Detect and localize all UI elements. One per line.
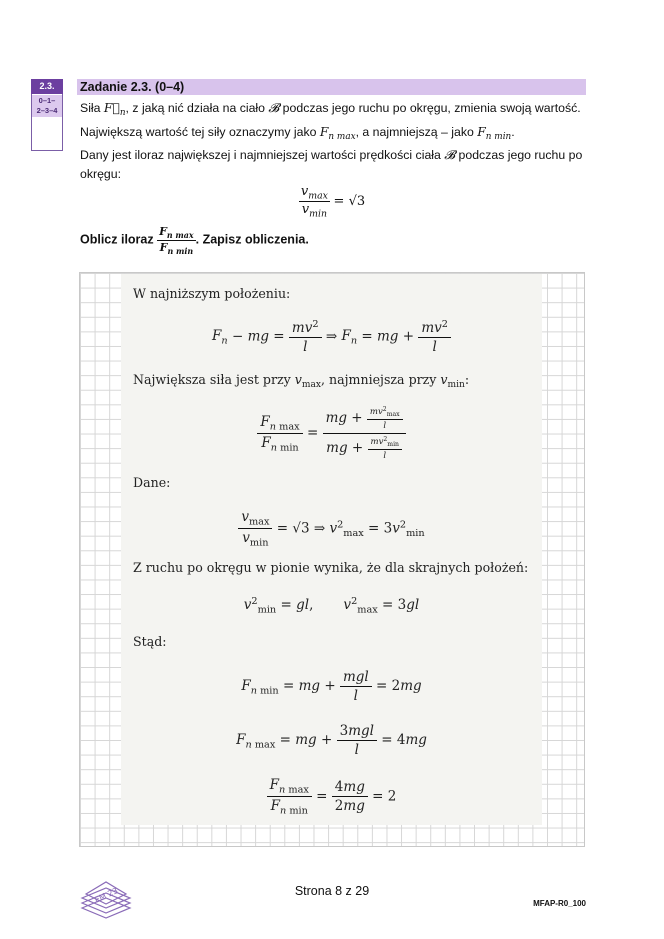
document-code: MFAP-R0_100: [533, 899, 586, 908]
fn-max-symbol: $F_{n max}$: [319, 125, 356, 143]
vmin-symbol: v: [440, 372, 448, 387]
intro-paragraph-2: [80, 146, 588, 184]
equation-fn-min: $F_{n min}$ = mg + $\frac{\text{mgl}}{l}$ = 2mg: [241, 669, 422, 704]
solution-line-4: Z ruchu po okręgu w pionie wynika, że dla skrajnych położeń:: [133, 560, 529, 575]
logo-text: EM 23: [93, 886, 120, 905]
vmax-symbol: v: [294, 372, 302, 387]
task-points-line1: 0–1–: [38, 96, 56, 105]
solution-text: :: [464, 372, 470, 387]
body-symbol: 𝓑: [444, 148, 456, 162]
equals-sqrt3: = √3: [333, 194, 366, 210]
task-title: Zadanie 2.3. (0–4): [80, 80, 185, 94]
equation-force-ratio: $\frac{F_{n max}}{F_{n min}}$ = mg + $\frac{mv^2_{max}}{l}$ mg + $\frac{mv^2_{min}}{l}$: [121, 404, 542, 463]
instruction-text: Oblicz iloraz: [80, 232, 158, 247]
solution-text: Największa siła jest przy: [133, 372, 295, 387]
equation-fn-max: $F_{n max}$ = mg + $\frac{\text{3mgl}}{l}$ = 4mg: [236, 723, 427, 758]
intro-text: , z jaką nić działa na ciało: [125, 101, 269, 115]
task-points-line2: 2–3–4: [36, 106, 58, 115]
intro-text: .: [511, 125, 515, 140]
solution-line-5: Stąd:: [133, 634, 167, 649]
instruction-text: . Zapisz obliczenia.: [195, 232, 309, 247]
intro-text: , a najmniejszą – jako: [355, 125, 478, 140]
intro-text: podczas jego ruchu po okręgu, zmienia swoją wartość.: [279, 101, 581, 115]
solution-line-2: Największa siła jest przy $v_{max}$, najmniejsza przy $v_{min}$:: [133, 372, 470, 391]
equation-lowest-point: $F_n$ − mg = $\frac{mv^2}{l}$ ⇒ $F_n$ = mg + $\frac{mv^2}{l}$: [121, 318, 542, 356]
intro-text: Siła: [80, 101, 104, 115]
body-symbol: 𝓑: [268, 101, 280, 115]
task-number: 2.3.: [31, 79, 63, 94]
solution-line-3: Dane:: [133, 475, 171, 490]
fn-min-symbol: $F_{n min}$: [477, 125, 512, 143]
force-ratio-fraction: $\frac{F_{n max}}{F_{n min}}$: [159, 225, 194, 256]
given-ratio: [0, 184, 664, 220]
intro-text: Największą wartość tej siły oznaczymy jako: [80, 125, 320, 140]
solution-line-1: W najniższym położeniu:: [133, 286, 291, 301]
force-vector-symbol: $F⃗_n$: [103, 101, 126, 119]
equation-final-ratio: $\frac{F_{n max}}{F_{n min}}$ = $\frac{4mg}{2mg}$ = 2: [121, 776, 542, 818]
intro-paragraph-1: [80, 99, 588, 147]
velocity-ratio-fraction: $\frac{v_{max}}{v_{min}}$: [300, 184, 328, 220]
equation-given: $\frac{v_{max}}{v_{min}}$ = √3 ⇒ $v^2_{max} = 3v^2_{min}$: [121, 508, 542, 550]
intro-text: Dany jest iloraz największej i najmniejszej wartości prędkości ciała: [80, 148, 445, 162]
intro-text: podczas jego ruchu po okręgu:: [80, 148, 583, 181]
solution-text: , najmniejsza przy: [320, 372, 441, 387]
equation-extreme-positions: $v^2_{min}$ = gl, $v^2_{max} = 3gl$: [243, 596, 420, 616]
instruction: [80, 225, 309, 256]
page-number: Strona 8 z 29: [294, 884, 370, 898]
task-points: [32, 95, 62, 117]
